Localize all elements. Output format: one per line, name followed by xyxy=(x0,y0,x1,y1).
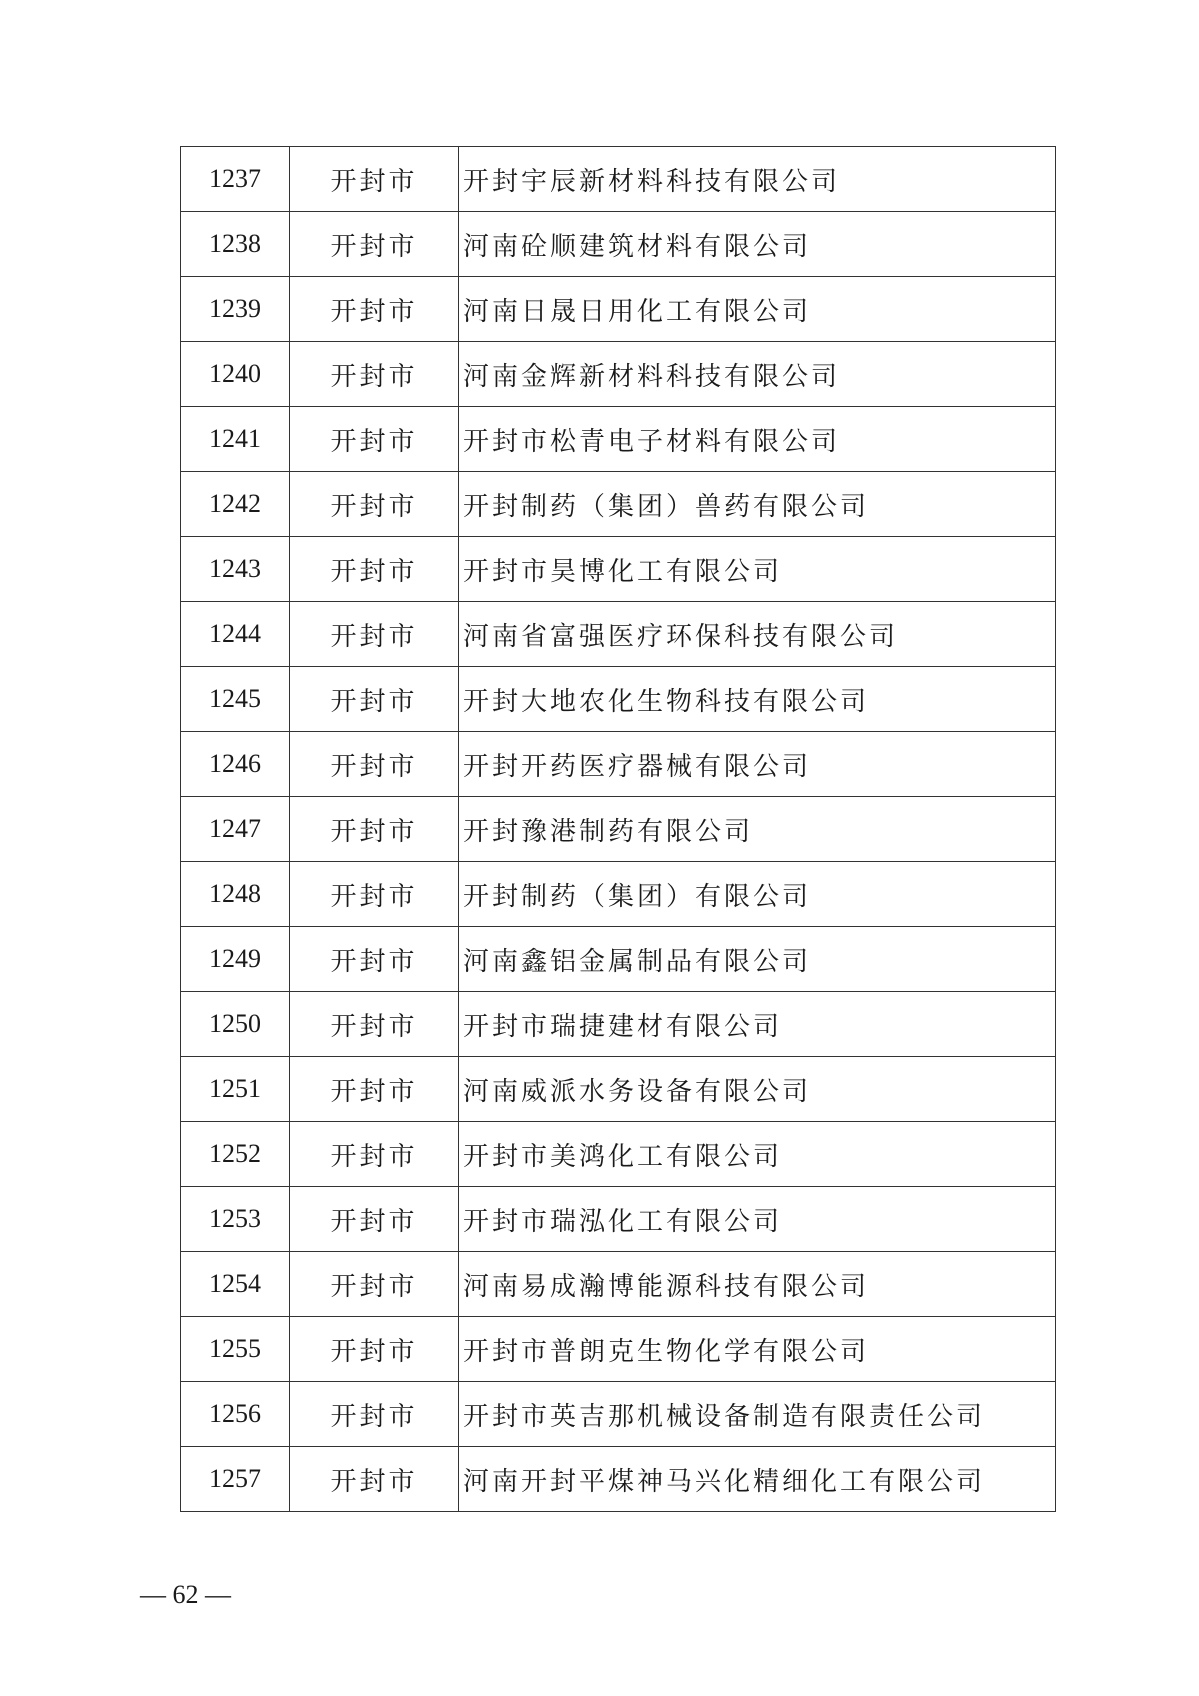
table-row xyxy=(181,732,1056,797)
city-cell: 开封市 xyxy=(290,927,459,992)
company-name-cell: 河南金辉新材料科技有限公司 xyxy=(459,342,1056,407)
table-row xyxy=(181,342,1056,407)
row-number-cell: 1251 xyxy=(181,1057,290,1122)
city-cell: 开封市 xyxy=(290,1382,459,1447)
city-cell: 开封市 xyxy=(290,407,459,472)
row-number-cell: 1242 xyxy=(181,472,290,537)
city-cell: 开封市 xyxy=(290,667,459,732)
table-row xyxy=(181,797,1056,862)
row-number-cell: 1245 xyxy=(181,667,290,732)
company-name-cell: 开封市松青电子材料有限公司 xyxy=(459,407,1056,472)
city-cell: 开封市 xyxy=(290,537,459,602)
company-name-cell: 开封市瑞捷建材有限公司 xyxy=(459,992,1056,1057)
company-name-cell: 开封市英吉那机械设备制造有限责任公司 xyxy=(459,1382,1056,1447)
company-name-cell: 开封开药医疗器械有限公司 xyxy=(459,732,1056,797)
company-name-cell: 河南易成瀚博能源科技有限公司 xyxy=(459,1252,1056,1317)
row-number-cell: 1253 xyxy=(181,1187,290,1252)
row-number-cell: 1244 xyxy=(181,602,290,667)
company-name-cell: 开封市普朗克生物化学有限公司 xyxy=(459,1317,1056,1382)
table-row xyxy=(181,1057,1056,1122)
company-name-cell: 开封市美鸿化工有限公司 xyxy=(459,1122,1056,1187)
city-cell: 开封市 xyxy=(290,342,459,407)
city-cell: 开封市 xyxy=(290,1447,459,1512)
row-number-cell: 1247 xyxy=(181,797,290,862)
row-number-cell: 1238 xyxy=(181,212,290,277)
table-row xyxy=(181,537,1056,602)
company-name-cell: 开封宇辰新材料科技有限公司 xyxy=(459,147,1056,212)
row-number-cell: 1237 xyxy=(181,147,290,212)
city-cell: 开封市 xyxy=(290,1317,459,1382)
company-name-cell: 河南鑫铝金属制品有限公司 xyxy=(459,927,1056,992)
city-cell: 开封市 xyxy=(290,602,459,667)
company-name-cell: 河南威派水务设备有限公司 xyxy=(459,1057,1056,1122)
row-number-cell: 1254 xyxy=(181,1252,290,1317)
row-number-cell: 1240 xyxy=(181,342,290,407)
company-name-cell: 开封制药（集团）兽药有限公司 xyxy=(459,472,1056,537)
company-name-cell: 河南开封平煤神马兴化精细化工有限公司 xyxy=(459,1447,1056,1512)
row-number-cell: 1239 xyxy=(181,277,290,342)
company-name-cell: 河南日晟日用化工有限公司 xyxy=(459,277,1056,342)
table-row xyxy=(181,1447,1056,1512)
row-number-cell: 1252 xyxy=(181,1122,290,1187)
table-row xyxy=(181,862,1056,927)
row-number-cell: 1250 xyxy=(181,992,290,1057)
company-list-table xyxy=(180,146,1056,1512)
table-row xyxy=(181,1317,1056,1382)
city-cell: 开封市 xyxy=(290,797,459,862)
city-cell: 开封市 xyxy=(290,732,459,797)
page-number: — 62 — xyxy=(140,1580,231,1609)
table-row xyxy=(181,472,1056,537)
table-row xyxy=(181,1122,1056,1187)
table-row xyxy=(181,992,1056,1057)
city-cell: 开封市 xyxy=(290,1122,459,1187)
company-name-cell: 河南省富强医疗环保科技有限公司 xyxy=(459,602,1056,667)
table-row xyxy=(181,602,1056,667)
table-row xyxy=(181,1382,1056,1447)
company-name-cell: 开封豫港制药有限公司 xyxy=(459,797,1056,862)
row-number-cell: 1241 xyxy=(181,407,290,472)
city-cell: 开封市 xyxy=(290,862,459,927)
row-number-cell: 1256 xyxy=(181,1382,290,1447)
row-number-cell: 1248 xyxy=(181,862,290,927)
table-row xyxy=(181,927,1056,992)
city-cell: 开封市 xyxy=(290,212,459,277)
company-name-cell: 开封大地农化生物科技有限公司 xyxy=(459,667,1056,732)
city-cell: 开封市 xyxy=(290,472,459,537)
company-name-cell: 开封制药（集团）有限公司 xyxy=(459,862,1056,927)
company-name-cell: 河南砼顺建筑材料有限公司 xyxy=(459,212,1056,277)
table-row xyxy=(181,1252,1056,1317)
company-name-cell: 开封市瑞泓化工有限公司 xyxy=(459,1187,1056,1252)
row-number-cell: 1257 xyxy=(181,1447,290,1512)
table-row xyxy=(181,277,1056,342)
table-row xyxy=(181,147,1056,212)
table-body xyxy=(181,147,1056,1512)
row-number-cell: 1255 xyxy=(181,1317,290,1382)
city-cell: 开封市 xyxy=(290,1252,459,1317)
city-cell: 开封市 xyxy=(290,147,459,212)
table-row xyxy=(181,407,1056,472)
city-cell: 开封市 xyxy=(290,1057,459,1122)
city-cell: 开封市 xyxy=(290,992,459,1057)
table-row xyxy=(181,1187,1056,1252)
table-row xyxy=(181,667,1056,732)
company-name-cell: 开封市昊博化工有限公司 xyxy=(459,537,1056,602)
row-number-cell: 1246 xyxy=(181,732,290,797)
row-number-cell: 1243 xyxy=(181,537,290,602)
row-number-cell: 1249 xyxy=(181,927,290,992)
city-cell: 开封市 xyxy=(290,1187,459,1252)
city-cell: 开封市 xyxy=(290,277,459,342)
table-row xyxy=(181,212,1056,277)
